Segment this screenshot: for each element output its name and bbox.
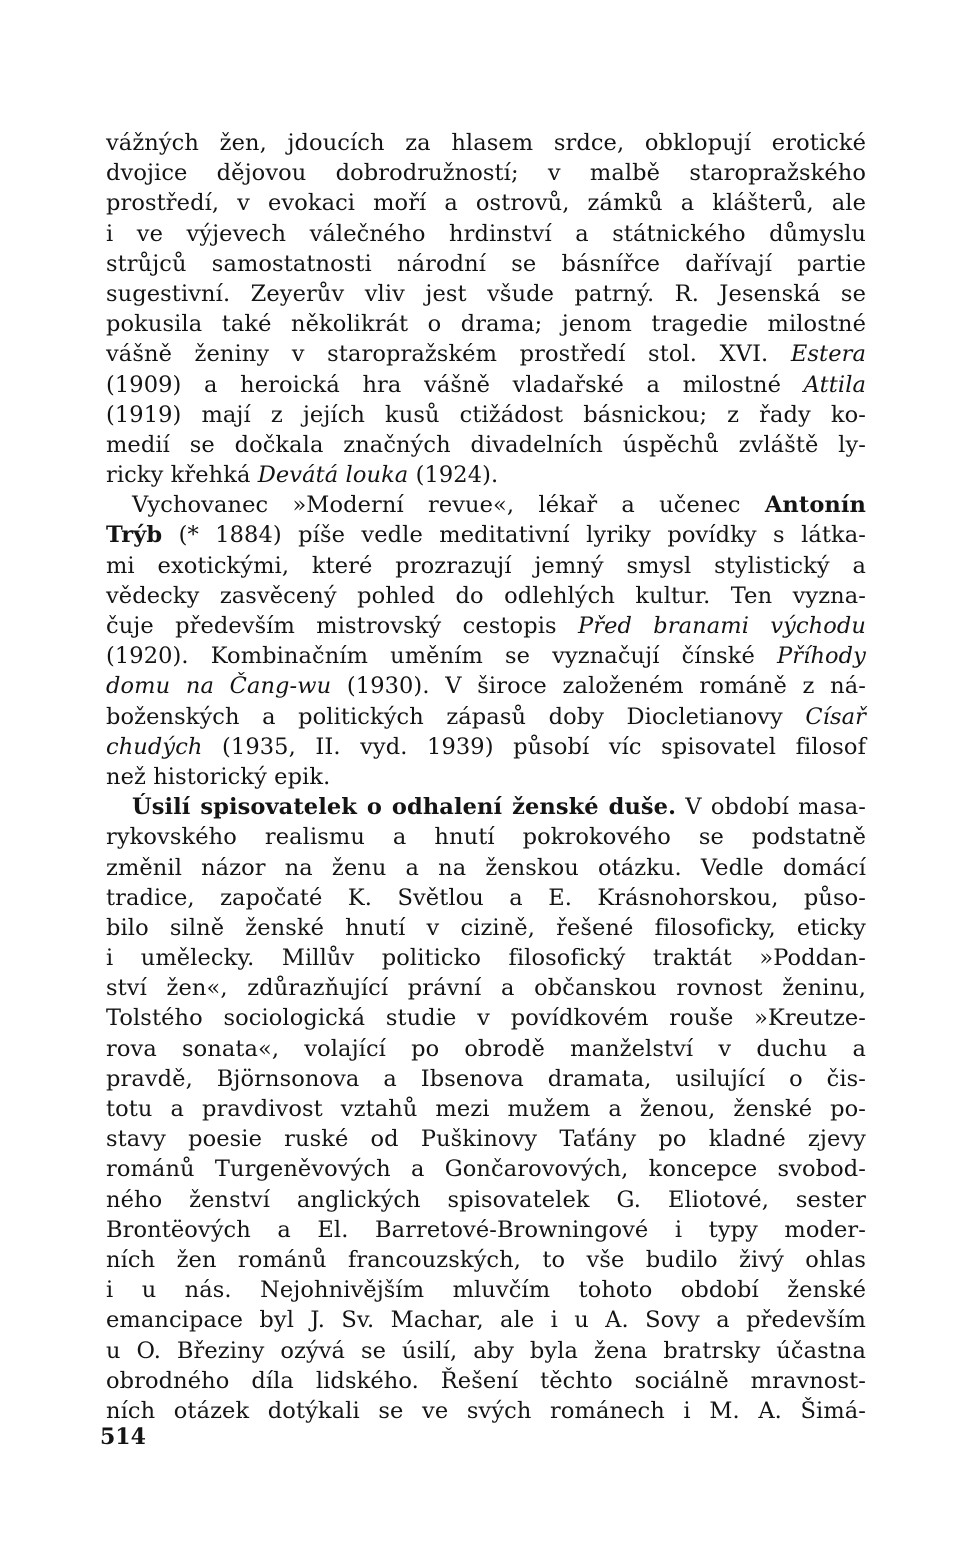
- text-run: sugestivní. Zeyerův vliv jest všude patrný. R. Jesenská se: [106, 280, 866, 307]
- text-line: [106, 188, 866, 218]
- text-run: vážných žen, jdoucích za hlasem srdce, obklopují erotické: [106, 130, 866, 156]
- text-line: [106, 551, 866, 581]
- text-line: [106, 158, 866, 188]
- text-run: ství žen«, zdůrazňující právní a občanskou rovnost ženinu,: [106, 975, 866, 1002]
- text-line: [106, 1245, 866, 1275]
- text-line: [106, 702, 866, 732]
- text-run: pokusila také několikrát o drama; jenom tragedie milostné: [106, 311, 866, 338]
- text-line: [106, 1305, 866, 1335]
- text-run: dvojice dějovou dobrodružností; v malbě staropražského: [106, 160, 866, 187]
- italic-title: Estera: [790, 341, 866, 368]
- text-run: než historický epik.: [106, 763, 331, 790]
- text-run: Brontëových a El. Barretové-Browningové i typy moder-: [106, 1216, 866, 1243]
- text-run: V období masa-: [676, 794, 866, 821]
- text-run: emancipace byl J. Sv. Machar, ale i u A. Sovy a především: [106, 1307, 866, 1334]
- text-run: (* 1884) píše vedle meditativní lyriky povídky s látka-: [162, 522, 866, 549]
- text-line: [106, 400, 866, 430]
- text-run: (1924).: [408, 462, 499, 489]
- text-run: Tolstého sociologická studie v povídkovém rouše »Kreutze-: [106, 1005, 866, 1032]
- italic-title: Příhody: [777, 643, 866, 670]
- text-line: [106, 913, 866, 943]
- text-run: totu a pravdivost vztahů mezi mužem a ženou, ženské po-: [106, 1096, 866, 1122]
- text-run: (1919) mají z jejích kusů ctižádost básnickou; z řady ko-: [106, 401, 866, 428]
- text-run: i umělecky. Millův politicko filosofický traktát »Poddan-: [106, 945, 866, 972]
- text-line: [106, 249, 866, 279]
- text-run: románů Turgeněvových a Gončarovových, koncepce svobod-: [106, 1156, 866, 1183]
- text-run: ricky křehká: [106, 462, 258, 489]
- text-line: [106, 1275, 866, 1305]
- text-line: [106, 1185, 866, 1215]
- text-run: ného ženství anglických spisovatelek G. Eliotové, sester: [106, 1186, 866, 1213]
- text-run: bilo silně ženské hnutí v cizině, řešené filosoficky, eticky: [106, 914, 866, 941]
- text-line: [106, 1003, 866, 1033]
- text-run: (1909) a heroická hra vášně vladařské a milostné: [106, 371, 804, 398]
- italic-title: Devátá louka: [257, 462, 409, 489]
- text-line: [106, 1064, 866, 1094]
- text-run: ních žen románů francouzských, to vše budilo živý ohlas: [106, 1246, 866, 1273]
- text-line: [106, 1366, 866, 1396]
- text-line: [106, 309, 866, 339]
- text-line: [106, 128, 866, 158]
- text-run: boženských a politických zápasů doby Diocletianovy: [106, 703, 806, 730]
- text-run: tradice, započaté K. Světlou a E. Krásnohorskou, půso-: [106, 884, 866, 911]
- text-line: [106, 671, 866, 701]
- text-line: [106, 1034, 866, 1064]
- text-run: rova sonata«, volající po obrodě manželství v duchu a: [106, 1035, 866, 1062]
- text-run: Vychovanec »Moderní revue«, lékař a učenec: [132, 492, 765, 519]
- text-line: [106, 732, 866, 762]
- text-run: i u nás. Nejohnivějším mluvčím tohoto období ženské: [106, 1277, 866, 1304]
- bold-text: Úsilí spisovatelek o odhalení ženské duše.: [132, 794, 677, 821]
- bold-text: Trýb: [106, 522, 163, 549]
- text-line: [106, 1336, 866, 1366]
- text-line: [106, 792, 866, 822]
- text-line: [106, 853, 866, 883]
- text-line: [106, 581, 866, 611]
- text-line: [106, 973, 866, 1003]
- italic-title: Císař: [805, 703, 866, 730]
- text-line: [106, 883, 866, 913]
- text-run: strůjců samostatnosti národní se básnířce dařívají partie: [106, 250, 866, 277]
- text-line: [106, 1396, 866, 1426]
- text-run: rykovského realismu a hnutí pokrokového se podstatně: [106, 824, 866, 851]
- page-number: 514: [100, 1424, 146, 1450]
- text-run: vášně ženiny v staropražském prostředí stol. XVI.: [106, 341, 791, 368]
- text-line: [106, 490, 866, 520]
- text-run: pravdě, Björnsonova a Ibsenova dramata, usilující o čis-: [106, 1065, 866, 1092]
- text-line: [106, 460, 866, 490]
- text-run: obrodného díla lidského. Řešení těchto sociálně mravnost-: [106, 1367, 866, 1394]
- text-line: [106, 762, 866, 792]
- text-line: [106, 520, 866, 550]
- text-run: (1920). Kombinačním uměním se vyznačují čínské: [106, 643, 778, 670]
- text-line: [106, 1154, 866, 1184]
- text-line: [106, 611, 866, 641]
- text-line: [106, 1124, 866, 1154]
- italic-title: chudých: [106, 733, 203, 760]
- text-run: medií se dočkala značných divadelních úspěchů zvláště ly-: [106, 431, 866, 458]
- text-run: vědecky zasvěcený pohled do odlehlých kultur. Ten vyzna-: [106, 582, 866, 609]
- text-line: [106, 822, 866, 852]
- text-line: [106, 1215, 866, 1245]
- text-run: stavy poesie ruské od Puškinovy Taťány po kladné zjevy: [106, 1126, 866, 1153]
- text-run: ních otázek dotýkali se ve svých románech i M. A. Šimá-: [106, 1397, 866, 1424]
- text-run: mi exotickými, které prozrazují jemný smysl stylistický a: [106, 552, 866, 579]
- text-run: čuje především mistrovský cestopis: [106, 613, 578, 639]
- text-line: [106, 370, 866, 400]
- text-line: [106, 1094, 866, 1124]
- text-line: [106, 430, 866, 460]
- text-run: u O. Březiny ozývá se úsilí, aby byla žena bratrsky účastna: [106, 1337, 866, 1364]
- text-line: [106, 943, 866, 973]
- text-run: změnil názor na ženu a na ženskou otázku. Vedle domácí: [106, 854, 866, 881]
- italic-title: Před branami východu: [577, 613, 866, 639]
- text-line: [106, 219, 866, 249]
- page-body: [106, 128, 866, 1426]
- text-run: prostředí, v evokaci moří a ostrovů, zámků a klášterů, ale: [106, 190, 866, 217]
- text-run: i ve výjevech válečného hrdinství a státnického důmyslu: [106, 220, 866, 247]
- bold-text: Antonín: [764, 492, 866, 519]
- italic-title: Attila: [803, 371, 866, 398]
- text-line: [106, 279, 866, 309]
- italic-title: domu na Čang-wu: [106, 673, 332, 700]
- text-run: (1930). V široce založeném románě z ná-: [331, 673, 866, 700]
- text-run: (1935, II. vyd. 1939) působí víc spisovatel filosof: [202, 733, 866, 760]
- text-line: [106, 641, 866, 671]
- text-line: [106, 339, 866, 369]
